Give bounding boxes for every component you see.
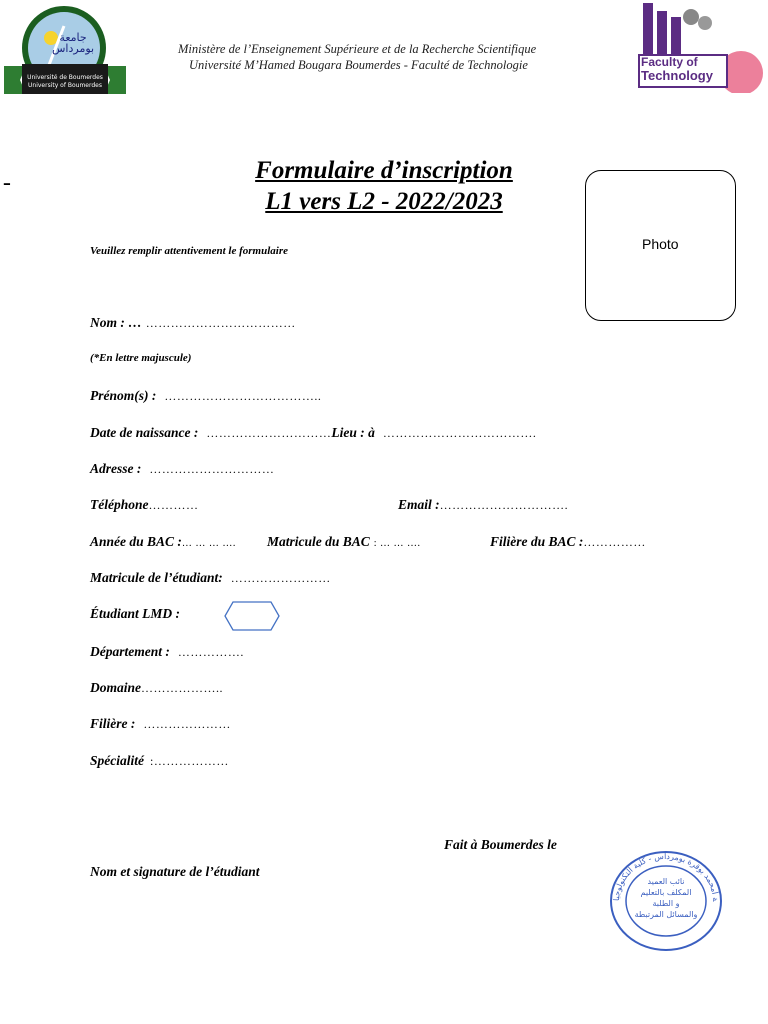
field-departement[interactable] [90,643,244,661]
matricule-bac-label: Matricule du BAC [267,534,370,549]
photo-label: Photo [642,236,679,252]
stamp-inner-text: نائب العميد المكلف بالتعليم و الطلبة والمسائل المرتبطة [634,877,698,919]
matricule-etudiant-label: Matricule de l’étudiant: [90,570,223,585]
signature-label: Nom et signature de l’étudiant [90,864,260,879]
date-label: Date de naissance : [90,425,199,440]
email-label: Email : [398,497,440,512]
official-stamp [609,850,723,952]
prenom-dots: ……………………………….. [164,389,322,403]
fait-a-boumerdes: Fait à Boumerdes le [444,837,557,852]
email-dots: …………………………. [439,498,569,512]
telephone-label: Téléphone [90,497,149,512]
stamp-outer-text: ة أمحمد بوقرة بومرداس - كلية التكنولوجيا [611,851,721,902]
date-dots: ………………………… [206,426,332,440]
adresse-dots: ………………………… [149,462,275,476]
field-specialite[interactable] [90,752,229,770]
lmd-label: Étudiant LMD : [90,606,181,621]
specialite-label: Spécialité [90,753,144,768]
departement-dots: ……………. [177,645,244,659]
lmd-checkbox[interactable] [224,601,280,636]
instructions: Veuillez remplir attentivement le formulaire [90,245,288,257]
annee-bac-label: Année du BAC : [90,534,182,549]
matricule-bac-dots: : … … …. [373,538,421,549]
field-domaine[interactable] [90,679,223,697]
faculty-logo [637,3,768,93]
form-title: Formulaire d’inscription [255,157,513,184]
field-adresse[interactable] [90,460,274,478]
field-filiere-bac[interactable] [490,533,646,551]
specialite-dots: :……………… [150,754,229,768]
university-line: Université M’Hamed Bougara Boumerdes - Faculté de Technologie [189,58,528,72]
logo-caption: Université de Boumerdes University of Boumerdes [27,74,103,89]
lieu-label: Lieu : à [331,425,375,440]
matricule-etudiant-dots: …………………… [230,571,331,585]
faculty-logo-text: Faculty of Technology [641,55,713,83]
filiere-bac-dots: …………… [583,535,646,549]
field-prenom[interactable] [90,387,321,405]
prenom-label: Prénom(s) : [90,388,157,403]
photo-box [585,170,736,321]
annee-bac-dots: … … … …. [181,538,236,549]
form-subtitle: L1 vers L2 - 2022/2023 [265,188,503,215]
logo-arabic-text: جامعة بومرداس [52,31,95,55]
field-date-naissance[interactable] [90,424,536,442]
field-nom[interactable] [90,314,296,332]
field-matricule-bac[interactable] [267,533,421,551]
nom-dots: ……………………………… [145,316,296,330]
departement-label: Département : [90,644,170,659]
field-annee-bac[interactable] [90,533,236,551]
filiere-label: Filière : [90,716,136,731]
field-email[interactable] [398,496,568,514]
nom-label: Nom : … [90,315,142,330]
field-matricule-etudiant[interactable] [90,569,331,587]
adresse-label: Adresse : [90,461,142,476]
nom-note: (*En lettre majuscule) [90,352,192,364]
stray-mark: ـ [4,166,10,190]
domaine-dots: ……………….. [141,681,224,695]
domaine-label: Domaine [90,680,142,695]
filiere-bac-label: Filière du BAC : [490,534,584,549]
university-logo [4,4,126,96]
lieu-dots: ………………………………. [382,426,537,440]
filiere-dots: ………………… [143,717,231,731]
ministry-line: Ministère de l’Enseignement Supérieure et de la Recherche Scientifique [178,42,537,56]
telephone-dots: ………… [148,498,199,512]
field-filiere[interactable] [90,715,231,733]
field-telephone[interactable] [90,496,199,514]
